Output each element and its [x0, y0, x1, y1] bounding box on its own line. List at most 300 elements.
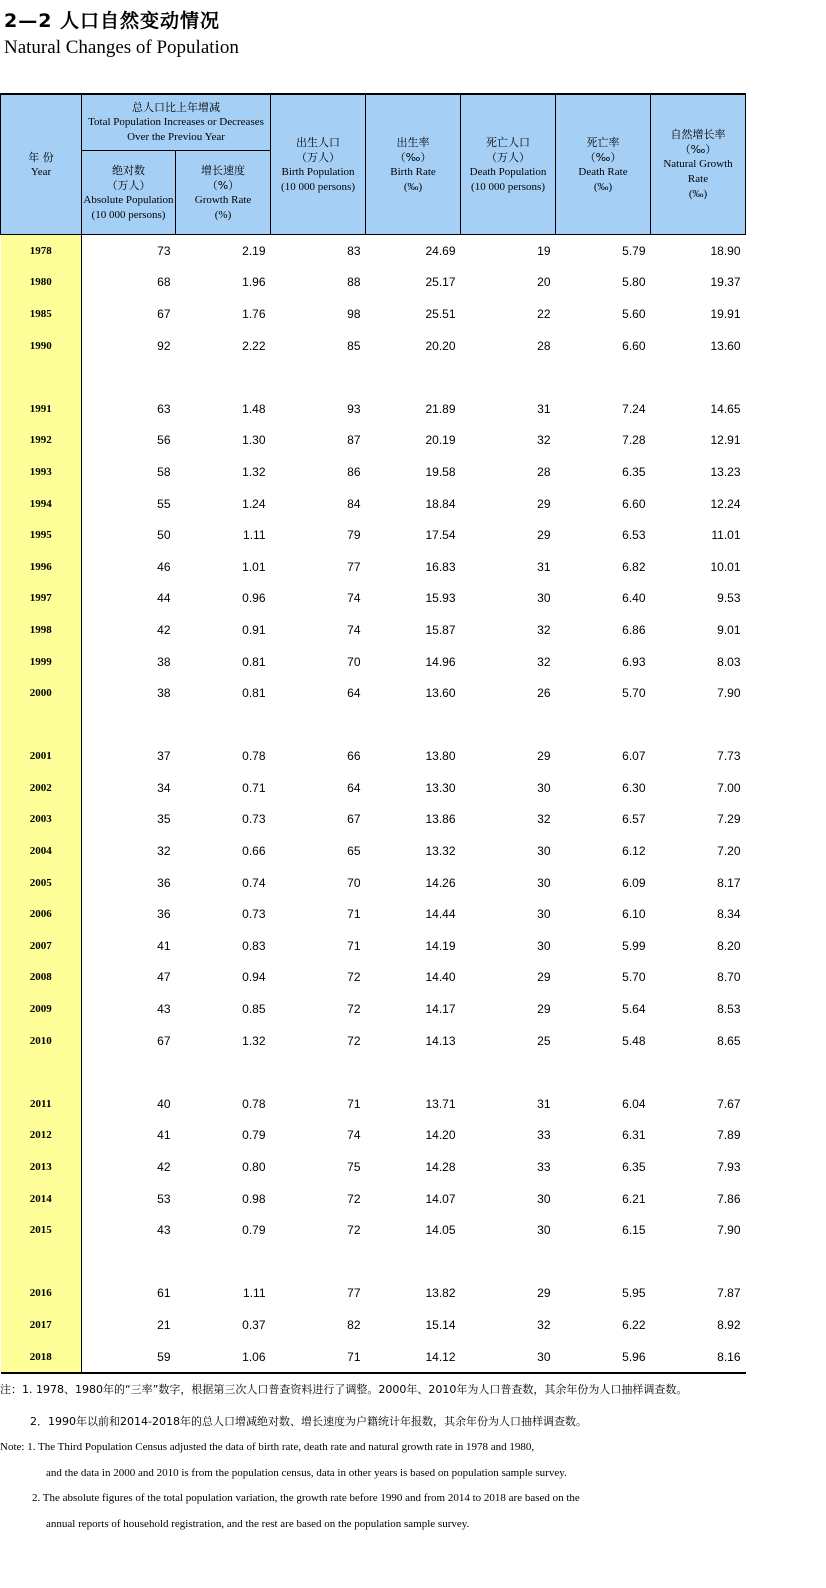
growth-cell: 2.22	[242, 338, 266, 353]
abs-cell: 73	[157, 243, 171, 258]
spacer-row	[1, 1246, 746, 1278]
death-rate-cell: 6.04	[622, 1096, 646, 1111]
empty-cell	[366, 1246, 461, 1278]
empty-cell	[461, 1246, 556, 1278]
birth-pop-cell: 72	[347, 1191, 361, 1206]
growth-cell: 0.83	[242, 938, 266, 953]
death-rate-cell: 6.40	[622, 591, 646, 606]
table-row	[1, 1214, 746, 1246]
birth-rate-cell: 25.51	[425, 306, 456, 321]
year-cell: 1991	[1, 393, 82, 425]
table-row	[1, 488, 746, 520]
death-pop-cell: 25	[537, 1033, 551, 1048]
growth-cell: 1.48	[242, 401, 266, 416]
year-cell: 2006	[1, 898, 82, 930]
growth-cell: 1.32	[242, 1033, 266, 1048]
year-cell: 2005	[1, 867, 82, 899]
header-growth-rate: 增长速度 （%） Growth Rate (%)	[176, 151, 271, 235]
death-pop-cell: 29	[537, 970, 551, 985]
abs-cell: 47	[157, 970, 171, 985]
nat-cell: 7.90	[717, 686, 741, 701]
birth-pop-cell: 72	[347, 1033, 361, 1048]
table-row	[1, 1278, 746, 1310]
abs-cell: 67	[157, 1033, 171, 1048]
year-cell: 2015	[1, 1214, 82, 1246]
empty-cell	[651, 709, 746, 741]
birth-rate-cell: 14.12	[366, 1341, 461, 1374]
table-row	[1, 583, 746, 615]
birth-rate-cell: 20.19	[425, 433, 456, 448]
table-row	[1, 330, 746, 362]
birth-pop-cell: 83	[347, 243, 361, 258]
table-row	[1, 835, 746, 867]
nat-cell: 9.53	[717, 591, 741, 606]
table-body	[1, 235, 746, 1374]
growth-cell: 0.73	[242, 907, 266, 922]
nat-cell: 14.65	[710, 401, 741, 416]
nat-cell: 10.01	[710, 559, 741, 574]
birth-rate-cell: 13.86	[425, 812, 456, 827]
abs-cell: 40	[157, 1096, 171, 1111]
empty-cell	[366, 709, 461, 741]
empty-cell	[82, 1246, 176, 1278]
table-row	[1, 456, 746, 488]
nat-cell: 19.37	[710, 275, 741, 290]
growth-cell: 1.11	[243, 1286, 266, 1301]
death-rate-cell: 5.70	[622, 970, 646, 985]
death-pop-cell: 31	[537, 559, 551, 574]
death-rate-cell: 5.99	[622, 938, 646, 953]
death-rate-cell: 5.95	[622, 1286, 646, 1301]
header-year: 年 份 Year	[1, 94, 82, 235]
abs-cell: 44	[157, 591, 171, 606]
year-cell: 2013	[1, 1151, 82, 1183]
death-pop-cell: 31	[537, 1096, 551, 1111]
birth-pop-cell: 86	[347, 464, 361, 479]
header-birth-population: 出生人口 （万人） Birth Population (10 000 persons)	[271, 94, 366, 235]
death-rate-cell: 6.15	[622, 1223, 646, 1238]
nat-cell: 13.60	[710, 338, 741, 353]
birth-rate-cell: 19.58	[425, 464, 456, 479]
year-cell: 1985	[1, 298, 82, 330]
birth-rate-cell: 14.20	[425, 1128, 456, 1143]
growth-cell: 1.32	[242, 464, 266, 479]
table-row	[1, 298, 746, 330]
death-pop-cell: 29	[537, 496, 551, 511]
birth-rate-cell: 13.30	[425, 780, 456, 795]
birth-pop-cell: 98	[347, 306, 361, 321]
death-pop-cell: 30	[537, 844, 551, 859]
death-rate-cell: 7.24	[622, 401, 646, 416]
birth-pop-cell: 82	[347, 1317, 361, 1332]
birth-pop-cell: 77	[347, 559, 361, 574]
empty-cell	[461, 1056, 556, 1088]
nat-cell: 7.86	[717, 1191, 741, 1206]
death-pop-cell: 22	[537, 306, 551, 321]
birth-rate-cell: 13.60	[425, 686, 456, 701]
birth-pop-cell: 71	[347, 907, 361, 922]
year-cell: 2007	[1, 930, 82, 962]
abs-cell: 38	[157, 654, 171, 669]
death-pop-cell: 30	[537, 1191, 551, 1206]
birth-pop-cell: 93	[347, 401, 361, 416]
header-absolute: 绝对数 （万人） Absolute Population (10 000 persons)	[82, 151, 176, 235]
year-cell: 2012	[1, 1120, 82, 1152]
death-pop-cell: 29	[537, 528, 551, 543]
empty-cell	[461, 709, 556, 741]
death-rate-cell: 5.48	[622, 1033, 646, 1048]
year-cell: 2001	[1, 741, 82, 773]
empty-cell	[461, 361, 556, 393]
birth-pop-cell: 77	[347, 1286, 361, 1301]
death-pop-cell: 28	[537, 464, 551, 479]
nat-cell: 7.20	[717, 844, 741, 859]
death-pop-cell: 32	[537, 433, 551, 448]
death-rate-cell: 6.21	[622, 1191, 646, 1206]
year-cell-empty	[1, 1056, 82, 1088]
death-rate-cell: 6.53	[622, 528, 646, 543]
death-pop-cell: 30	[537, 591, 551, 606]
death-pop-cell: 32	[537, 654, 551, 669]
year-cell: 2000	[1, 677, 82, 709]
death-rate-cell: 5.96	[556, 1341, 651, 1374]
growth-cell: 0.78	[242, 1096, 266, 1111]
table-row	[1, 1151, 746, 1183]
growth-cell: 1.01	[242, 559, 266, 574]
birth-pop-cell: 79	[347, 528, 361, 543]
birth-pop-cell: 66	[347, 749, 361, 764]
birth-pop-cell: 85	[347, 338, 361, 353]
abs-cell: 42	[157, 622, 171, 637]
birth-rate-cell: 13.82	[425, 1286, 456, 1301]
growth-cell: 0.96	[242, 591, 266, 606]
death-rate-cell: 6.22	[622, 1317, 646, 1332]
abs-cell: 37	[157, 749, 171, 764]
table-row	[1, 235, 746, 267]
page-title-en: Natural Changes of Population	[4, 37, 239, 58]
nat-cell: 13.23	[710, 464, 741, 479]
year-cell: 2004	[1, 835, 82, 867]
table-row	[1, 993, 746, 1025]
empty-cell	[176, 361, 271, 393]
death-pop-cell: 29	[537, 1002, 551, 1017]
death-rate-cell: 6.31	[622, 1128, 646, 1143]
year-cell-empty	[1, 361, 82, 393]
abs-cell: 38	[157, 686, 171, 701]
table-row	[1, 898, 746, 930]
death-pop-cell: 28	[537, 338, 551, 353]
abs-cell: 46	[157, 559, 171, 574]
growth-cell: 1.76	[242, 306, 266, 321]
year-cell: 2003	[1, 804, 82, 836]
birth-rate-cell: 15.87	[425, 622, 456, 637]
year-cell: 2010	[1, 1025, 82, 1057]
abs-cell: 67	[157, 306, 171, 321]
spacer-row	[1, 1056, 746, 1088]
abs-cell: 61	[157, 1286, 171, 1301]
year-cell: 1980	[1, 267, 82, 299]
year-cell: 1996	[1, 551, 82, 583]
year-cell: 2009	[1, 993, 82, 1025]
population-table	[0, 93, 746, 1374]
abs-cell: 42	[157, 1160, 171, 1175]
birth-rate-cell: 25.17	[425, 275, 456, 290]
table-row	[1, 551, 746, 583]
table-row	[1, 772, 746, 804]
empty-cell	[176, 1246, 271, 1278]
birth-pop-cell: 70	[347, 654, 361, 669]
growth-cell: 0.73	[242, 812, 266, 827]
growth-cell: 0.78	[242, 749, 266, 764]
abs-cell: 50	[157, 528, 171, 543]
growth-cell: 0.79	[242, 1128, 266, 1143]
birth-pop-cell: 70	[347, 875, 361, 890]
death-pop-cell: 30	[537, 938, 551, 953]
birth-pop-cell: 75	[347, 1160, 361, 1175]
growth-cell: 0.74	[242, 875, 266, 890]
growth-cell: 0.81	[242, 654, 266, 669]
year-cell: 1995	[1, 519, 82, 551]
header-death-rate: 死亡率 （‰） Death Rate (‰)	[556, 94, 651, 235]
birth-rate-cell: 14.28	[425, 1160, 456, 1175]
growth-cell: 0.66	[242, 844, 266, 859]
abs-cell: 34	[157, 780, 171, 795]
empty-cell	[176, 709, 271, 741]
birth-rate-cell: 15.14	[425, 1317, 456, 1332]
death-pop-cell: 26	[537, 686, 551, 701]
abs-cell: 21	[157, 1317, 171, 1332]
birth-rate-cell: 13.71	[425, 1096, 456, 1111]
year-cell: 2018	[1, 1341, 82, 1374]
death-rate-cell: 5.80	[622, 275, 646, 290]
empty-cell	[271, 709, 366, 741]
table-row	[1, 804, 746, 836]
growth-cell: 1.24	[242, 496, 266, 511]
table-row	[1, 425, 746, 457]
death-rate-cell: 6.86	[622, 622, 646, 637]
nat-cell: 12.91	[710, 433, 741, 448]
year-cell: 1992	[1, 425, 82, 457]
birth-rate-cell: 20.20	[425, 338, 456, 353]
birth-rate-cell: 24.69	[425, 243, 456, 258]
death-rate-cell: 7.28	[622, 433, 646, 448]
birth-pop-cell: 72	[347, 1002, 361, 1017]
growth-cell: 1.06	[176, 1341, 271, 1374]
note-en-2b: annual reports of household registration, and the rest are based on the population sample survey.	[46, 1518, 470, 1530]
birth-rate-cell: 14.26	[425, 875, 456, 890]
table-row	[1, 741, 746, 773]
note-cn-2: 2．1990年以前和2014-2018年的总人口增减绝对数、增长速度为户籍统计年报数，其余年份为人口抽样调查数。	[30, 1415, 587, 1428]
birth-rate-cell: 21.89	[425, 401, 456, 416]
death-rate-cell: 6.35	[622, 464, 646, 479]
birth-rate-cell: 14.40	[425, 970, 456, 985]
year-cell: 2016	[1, 1278, 82, 1310]
empty-cell	[82, 709, 176, 741]
growth-cell: 1.30	[242, 433, 266, 448]
death-pop-cell: 30	[461, 1341, 556, 1374]
death-pop-cell: 30	[537, 780, 551, 795]
death-pop-cell: 33	[537, 1160, 551, 1175]
birth-rate-cell: 15.93	[425, 591, 456, 606]
death-pop-cell: 32	[537, 622, 551, 637]
birth-pop-cell: 74	[347, 1128, 361, 1143]
nat-cell: 7.73	[717, 749, 741, 764]
year-cell: 2008	[1, 962, 82, 994]
table-row	[1, 519, 746, 551]
nat-cell: 8.03	[717, 654, 741, 669]
death-rate-cell: 6.82	[622, 559, 646, 574]
empty-cell	[651, 1246, 746, 1278]
nat-cell: 7.29	[717, 812, 741, 827]
nat-cell: 8.92	[717, 1317, 741, 1332]
empty-cell	[366, 1056, 461, 1088]
death-rate-cell: 6.57	[622, 812, 646, 827]
nat-cell: 7.00	[717, 780, 741, 795]
year-cell: 1978	[1, 235, 82, 267]
abs-cell: 43	[157, 1223, 171, 1238]
birth-rate-cell: 14.44	[425, 907, 456, 922]
growth-cell: 0.81	[242, 686, 266, 701]
growth-cell: 0.71	[242, 780, 266, 795]
empty-cell	[82, 1056, 176, 1088]
birth-pop-cell: 72	[347, 970, 361, 985]
growth-cell: 0.37	[242, 1317, 266, 1332]
death-rate-cell: 6.10	[622, 907, 646, 922]
nat-cell: 7.87	[717, 1286, 741, 1301]
table-row	[1, 677, 746, 709]
abs-cell: 56	[157, 433, 171, 448]
table-row	[1, 1120, 746, 1152]
table-row	[1, 393, 746, 425]
nat-cell: 19.91	[710, 306, 741, 321]
birth-pop-cell: 67	[347, 812, 361, 827]
nat-cell: 8.70	[717, 970, 741, 985]
empty-cell	[82, 361, 176, 393]
death-rate-cell: 6.09	[622, 875, 646, 890]
death-rate-cell: 5.60	[622, 306, 646, 321]
note-cn-1: 注：1. 1978、1980年的“三率”数字，根据第三次人口普查资料进行了调整。2000年、2010年为人口普查数，其余年份为人口抽样调查数。	[0, 1383, 688, 1396]
growth-cell: 0.94	[242, 970, 266, 985]
spacer-row	[1, 361, 746, 393]
header-birth-rate: 出生率 （‰） Birth Rate (‰)	[366, 94, 461, 235]
year-cell: 2014	[1, 1183, 82, 1215]
abs-cell: 36	[157, 907, 171, 922]
death-pop-cell: 29	[537, 1286, 551, 1301]
nat-cell: 8.17	[717, 875, 741, 890]
birth-pop-cell: 71	[347, 1096, 361, 1111]
nat-cell: 8.20	[717, 938, 741, 953]
year-cell: 1994	[1, 488, 82, 520]
birth-rate-cell: 16.83	[425, 559, 456, 574]
birth-rate-cell: 14.07	[425, 1191, 456, 1206]
death-pop-cell: 32	[537, 1317, 551, 1332]
growth-cell: 1.11	[243, 528, 266, 543]
abs-cell: 55	[157, 496, 171, 511]
table-row	[1, 1309, 746, 1341]
year-cell: 2017	[1, 1309, 82, 1341]
empty-cell	[556, 361, 651, 393]
birth-rate-cell: 14.96	[425, 654, 456, 669]
birth-pop-cell: 65	[347, 844, 361, 859]
birth-rate-cell: 14.13	[425, 1033, 456, 1048]
empty-cell	[651, 1056, 746, 1088]
abs-cell: 92	[157, 338, 171, 353]
empty-cell	[271, 1056, 366, 1088]
death-pop-cell: 32	[537, 812, 551, 827]
empty-cell	[366, 361, 461, 393]
note-en-2a: 2. The absolute figures of the total population variation, the growth rate before 1990 and from 2014 to 2018 are based on the	[32, 1492, 580, 1504]
table-row	[1, 930, 746, 962]
abs-cell: 36	[157, 875, 171, 890]
death-rate-cell: 5.79	[622, 243, 646, 258]
death-pop-cell: 29	[537, 749, 551, 764]
birth-rate-cell: 14.19	[425, 938, 456, 953]
header-death-population: 死亡人口 （万人） Death Population (10 000 persons)	[461, 94, 556, 235]
year-cell-empty	[1, 1246, 82, 1278]
abs-cell: 53	[157, 1191, 171, 1206]
abs-cell: 68	[157, 275, 171, 290]
death-pop-cell: 33	[537, 1128, 551, 1143]
growth-cell: 2.19	[242, 243, 266, 258]
abs-cell: 32	[157, 844, 171, 859]
nat-cell: 18.90	[710, 243, 741, 258]
nat-cell: 8.16	[651, 1341, 746, 1374]
empty-cell	[271, 361, 366, 393]
birth-rate-cell: 14.05	[425, 1223, 456, 1238]
abs-cell: 41	[157, 938, 171, 953]
death-rate-cell: 5.70	[622, 686, 646, 701]
table-row	[1, 1183, 746, 1215]
empty-cell	[556, 1246, 651, 1278]
year-cell: 1998	[1, 614, 82, 646]
empty-cell	[271, 1246, 366, 1278]
birth-pop-cell: 64	[347, 686, 361, 701]
year-cell-empty	[1, 709, 82, 741]
nat-cell: 8.65	[717, 1033, 741, 1048]
death-pop-cell: 30	[537, 907, 551, 922]
nat-cell: 11.01	[711, 528, 741, 543]
death-rate-cell: 6.35	[622, 1160, 646, 1175]
nat-cell: 12.24	[710, 496, 741, 511]
growth-cell: 0.85	[242, 1002, 266, 1017]
death-rate-cell: 6.93	[622, 654, 646, 669]
birth-pop-cell: 87	[347, 433, 361, 448]
table-row	[1, 1088, 746, 1120]
nat-cell: 9.01	[717, 622, 741, 637]
birth-pop-cell: 64	[347, 780, 361, 795]
empty-cell	[556, 1056, 651, 1088]
page-title-cn: 2—2 人口自然变动情况	[4, 10, 221, 32]
table-row	[1, 867, 746, 899]
year-cell: 1999	[1, 646, 82, 678]
abs-cell: 59	[82, 1341, 176, 1374]
abs-cell: 58	[157, 464, 171, 479]
nat-cell: 7.93	[717, 1160, 741, 1175]
death-pop-cell: 20	[537, 275, 551, 290]
empty-cell	[651, 361, 746, 393]
birth-pop-cell: 74	[347, 591, 361, 606]
birth-rate-cell: 14.17	[425, 1002, 456, 1017]
growth-cell: 0.80	[242, 1160, 266, 1175]
growth-cell: 0.79	[242, 1223, 266, 1238]
death-rate-cell: 6.12	[622, 844, 646, 859]
death-pop-cell: 30	[537, 875, 551, 890]
note-en-1a: Note: 1. The Third Population Census adjusted the data of birth rate, death rate and natural growth rate in 1978 and 1980,	[0, 1441, 535, 1453]
year-cell: 2011	[1, 1088, 82, 1120]
birth-pop-cell: 88	[347, 275, 361, 290]
death-pop-cell: 30	[537, 1223, 551, 1238]
birth-pop-cell: 71	[271, 1341, 366, 1374]
